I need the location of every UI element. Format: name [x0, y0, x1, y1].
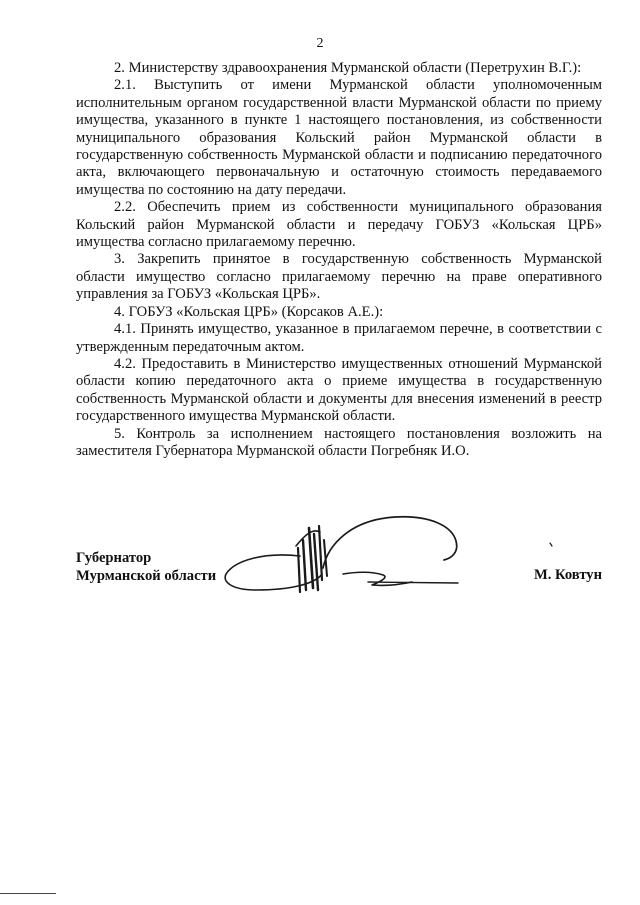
paragraph-2: 2. Министерству здравоохранения Мурманской области (Перетрухин В.Г.):	[114, 60, 582, 76]
paragraph-5: 5. Контроль за исполнением настоящего постановления возложить на заместителя Губернатора Мурманской области Погребняк И.О.	[76, 425, 602, 459]
signatory-title-line2: Мурманской области	[76, 568, 217, 584]
page-number: 2	[316, 36, 324, 51]
signatory-title-line1: Губернатор	[76, 550, 152, 566]
paragraph-4-2: 4.2. Предоставить в Министерство имущественных отношений Мурманской области копию передаточного акта о приеме имущества в государственную собственность Мурманской области и документы для внесения изменений в реестр государственного имущества Мурманской области.	[76, 355, 602, 425]
paragraph-2-2: 2.2. Обеспечить прием из собственности муниципального образования Кольский район Мурманской области и передачу ГОБУЗ «Кольская ЦРБ» имущества согласно прилагаемому перечню.	[76, 199, 602, 251]
paragraph-3: 3. Закрепить принятое в государственную собственность Мурманской области имущество согласно прилагаемому перечню на праве оперативного управления за ГОБУЗ «Кольская ЦРБ».	[76, 251, 602, 303]
paragraph-4-1: 4.1. Принять имущество, указанное в прилагаемом перечне, в соответствии с утвержденным передаточным актом.	[76, 321, 602, 355]
signatory-name: М. Ковтун	[533, 567, 602, 583]
paragraph-2-1: 2.1. Выступить от имени Мурманской области уполномоченным исполнительным органом государственной власти Мурманской области по приему имущества, указанного в пункте 1 настоящего постановления, из собственности муниципального образования Кольский район Мурманской области в государственную собственность Мурманской области и подписанию передаточного акта, включающего первоначальную и остаточную стоимость передаваемого имущества по состоянию на дату передачи.	[76, 77, 602, 198]
paragraph-4: 4. ГОБУЗ «Кольская ЦРБ» (Корсаков А.Е.):	[114, 303, 384, 320]
footer-rule	[0, 893, 56, 894]
